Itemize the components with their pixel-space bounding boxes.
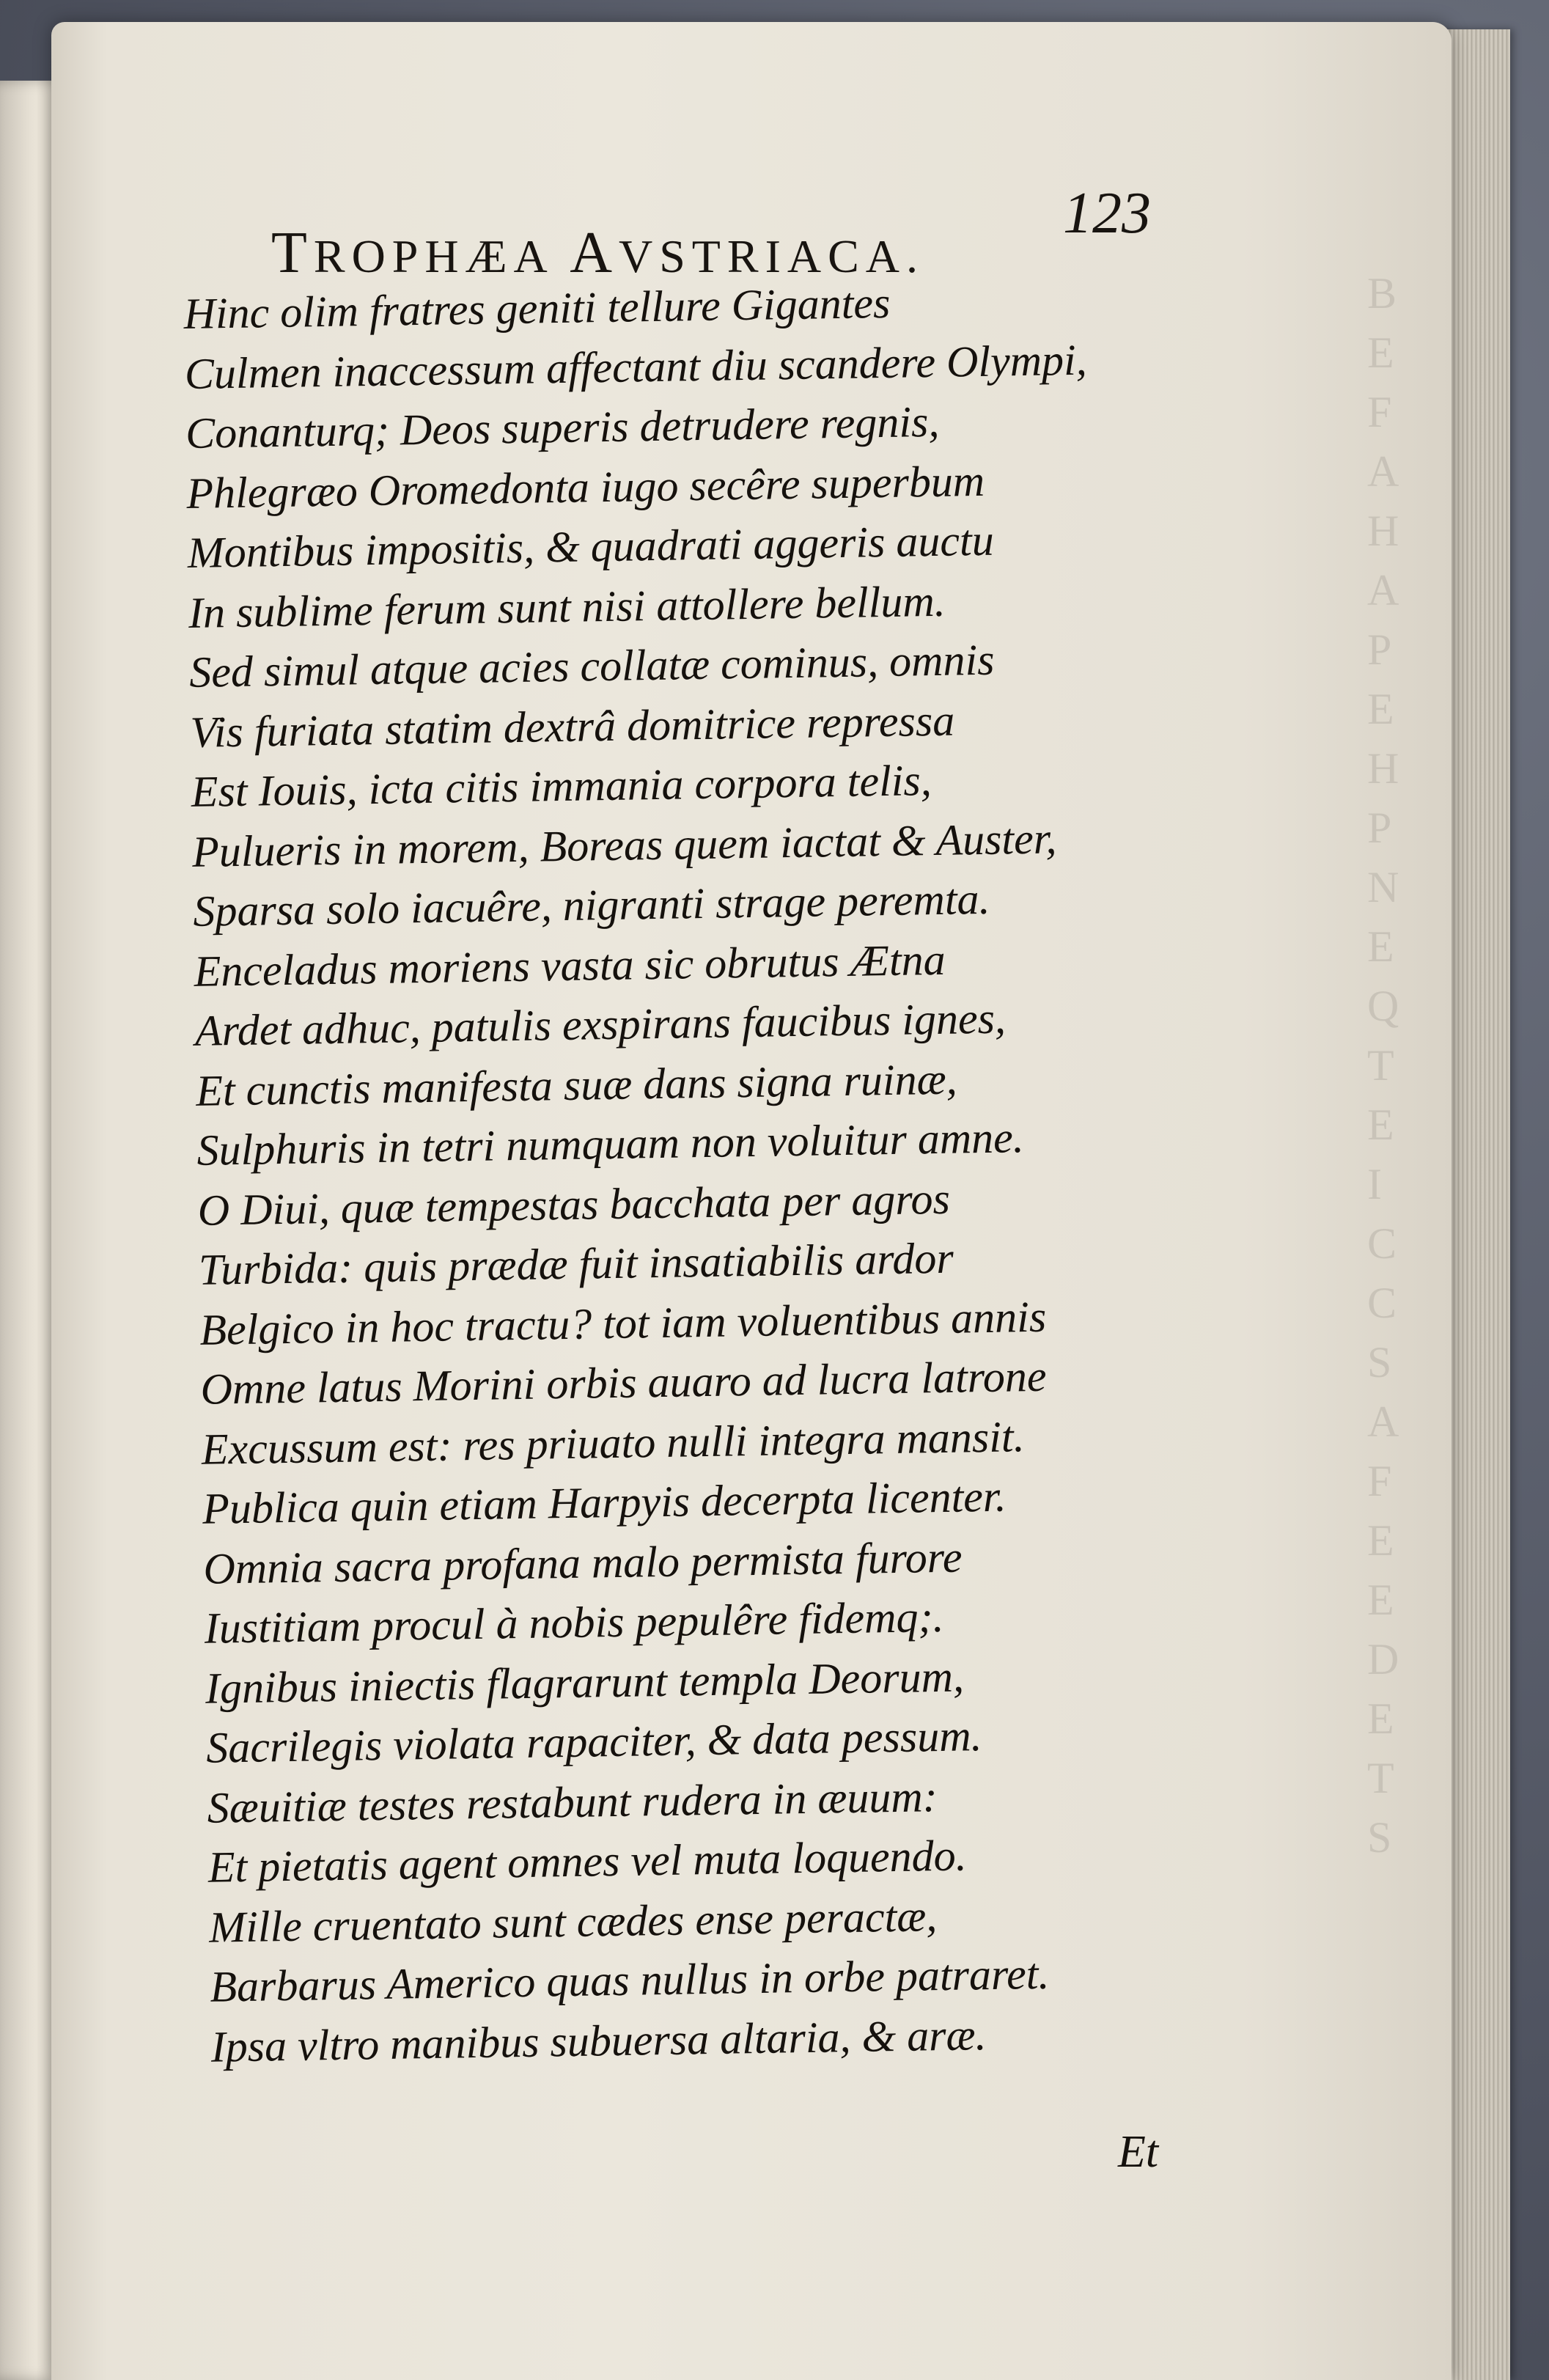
verse-line: Excussum est: res priuato nulli integra mansit. <box>201 1411 1026 1474</box>
verse-line: Est Iouis, icta citis immania corpora telis, <box>191 756 932 816</box>
verse-line: Vis furiata statim dextrâ domitrice repressa <box>190 696 955 757</box>
verse-line: Culmen inaccessum affectant diu scandere Olympi, <box>184 335 1088 398</box>
verse-line: Phlegræo Oromedonta iugo secêre superbum <box>185 456 985 518</box>
show-through-text: B E F A H A P E H P N E Q T E I C C S A F E E D E T S <box>1367 269 1399 1862</box>
verse-line: Ignibus iniectis flagrarunt templa Deorum, <box>205 1652 965 1713</box>
verse-line: Et pietatis agent omnes vel muta loquendo. <box>207 1831 968 1892</box>
verse-line: Hinc olim fratres geniti tellure Gigantes <box>183 278 891 338</box>
verse-block <box>183 266 1355 2076</box>
verse-line: Montibus impositis, & quadrati aggeris auctu <box>187 515 995 577</box>
running-title-initial: T <box>271 221 314 285</box>
verse-line: O Diui, quæ tempestas bacchata per agros <box>197 1174 951 1235</box>
catchword: Et <box>1118 2127 1159 2177</box>
verse-line: Barbarus Americo quas nullus in orbe patraret. <box>209 1949 1050 2011</box>
verse-line: Iustitiam procul à nobis pepulêre fidemq;. <box>204 1592 944 1653</box>
running-title-text-2: VSTRIACA. <box>618 230 924 282</box>
verse-line: Et cunctis manifesta suæ dans signa ruinæ, <box>195 1054 958 1115</box>
verse-line: Mille cruentato sunt cædes ense peractæ, <box>208 1891 938 1952</box>
running-title-initial-2: A <box>570 221 619 285</box>
verse-line: Belgico in hoc tractu? tot iam voluentibus annis <box>199 1292 1047 1354</box>
verse-line: Sæuitiæ testes restabunt rudera in æuum: <box>207 1771 938 1832</box>
verse-line: Turbida: quis prædæ fuit insatiabilis ardor <box>198 1233 954 1294</box>
running-title-text: ROPHÆA <box>313 230 570 282</box>
verse-line: Sulphuris in tetri numquam non voluitur amne. <box>196 1113 1025 1175</box>
page-number: 123 <box>1063 181 1151 246</box>
verse-line: Ipsa vltro manibus subuersa altaria, & aræ. <box>210 2010 987 2071</box>
verse-line: Sparsa solo iacuêre, nigranti strage peremta. <box>192 874 990 936</box>
verse-line: In sublime ferum sunt nisi attollere bellum. <box>188 576 946 637</box>
verse-line: Sed simul atque acies collatæ cominus, omnis <box>188 635 995 697</box>
verse-line: Publica quin etiam Harpyis decerpta licenter. <box>202 1472 1007 1533</box>
verse-line: Ardet adhuc, patulis exspirans faucibus ignes, <box>194 993 1007 1055</box>
verse-line: Sacrilegis violata rapaciter, & data pessum. <box>205 1711 983 1772</box>
verse-line: Omne latus Morini orbis auaro ad lucra latrone <box>200 1351 1047 1414</box>
verse-line: Omnia sacra profana malo permista furore <box>202 1532 963 1593</box>
verse-line: Conanturq; Deos superis detrudere regnis, <box>185 397 940 458</box>
verse-line: Enceladus moriens vasta sic obrutus Ætna <box>194 935 946 996</box>
verse-line: Pulueris in morem, Boreas quem iactat & Auster, <box>191 813 1057 876</box>
